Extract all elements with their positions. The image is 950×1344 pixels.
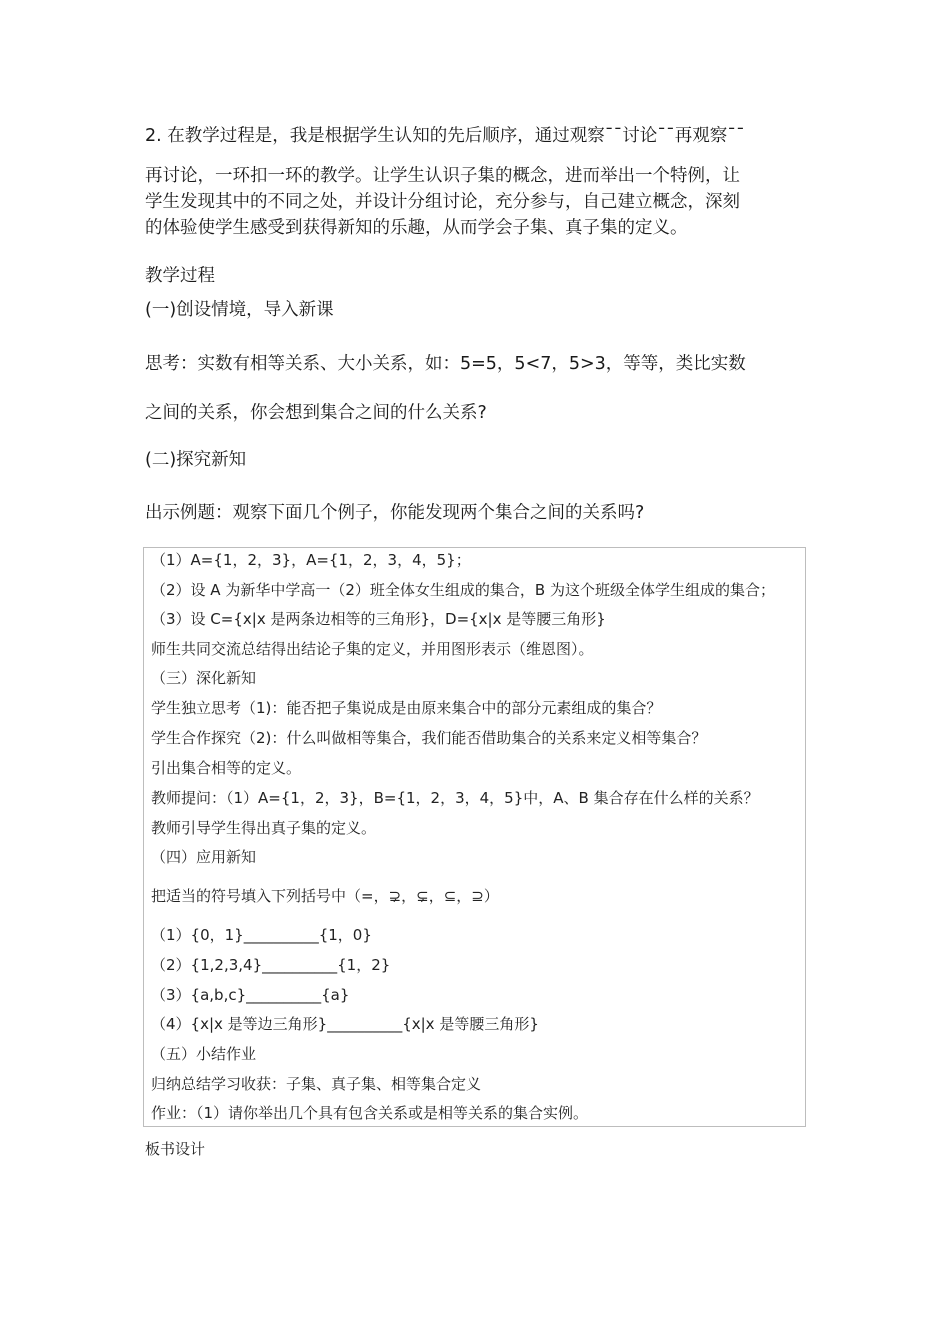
intro-line: 2. 在教学过程是，我是根据学生认知的先后顺序，通过观察¯¯讨论¯¯再观察¯¯ — [145, 126, 745, 146]
intro-paragraph — [145, 123, 805, 241]
section-heading: (一)创设情境，导入新课 — [145, 300, 334, 320]
box-line: （2）设 A 为新华中学高一（2）班全体女生组成的集合，B 为这个班级全体学生组成的集合； — [151, 581, 775, 599]
caption: 板书设计 — [145, 1140, 206, 1158]
box-line: （三）深化新知 — [151, 669, 257, 687]
box-line: （2）{1,2,3,4}__________{1，2} — [151, 956, 391, 974]
box-line: （3）设 C={x|x 是两条边相等的三角形}，D={x|x 是等腰三角形} — [151, 610, 606, 628]
box-line: 师生共同交流总结得出结论子集的定义，并用图形表示（维恩图）。 — [151, 640, 594, 658]
box-line: 学生独立思考（1)：能否把子集说成是由原来集合中的部分元素组成的集合？ — [151, 699, 662, 717]
process-title: 教学过程 — [145, 266, 215, 286]
box-line: （1）{0，1}__________{1，0} — [151, 926, 372, 944]
intro-line: 再讨论，一环扣一环的教学。让学生认识子集的概念，进而举出一个特例，让 — [145, 166, 740, 186]
section-heading: (二)探究新知 — [145, 450, 247, 470]
box-line: （4）{x|x 是等边三角形}__________{x|x 是等腰三角形} — [151, 1015, 539, 1033]
box-line: （3）{a,b,c}__________{a} — [151, 986, 350, 1004]
box-line: 教师引导学生得出真子集的定义。 — [151, 819, 377, 837]
box-line: 引出集合相等的定义。 — [151, 759, 302, 777]
box-line: 作业：（1）请你举出几个具有包含关系或是相等关系的集合实例。 — [151, 1104, 589, 1122]
think-line: 思考：实数有相等关系、大小关系，如：5=5，5<7，5>3，等等，类比实数 — [145, 354, 746, 374]
box-line: （1）A={1，2，3}，A={1，2，3，4，5}； — [151, 551, 471, 569]
box-line: 把适当的符号填入下列括号中（=，⊋，⊊，⊆，⊇） — [151, 887, 499, 905]
box-line: （五）小结作业 — [151, 1045, 257, 1063]
intro-line: 的体验使学生感受到获得新知的乐趣，从而学会子集、真子集的定义。 — [145, 218, 688, 238]
intro-line: 学生发现其中的不同之处，并设计分组讨论，充分参与，自己建立概念，深刻 — [145, 192, 740, 212]
box-line: 学生合作探究（2)：什么叫做相等集合，我们能否借助集合的关系来定义相等集合？ — [151, 729, 707, 747]
box-line: （四）应用新知 — [151, 848, 257, 866]
box-line: 归纳总结学习收获：子集、真子集、相等集合定义 — [151, 1075, 482, 1093]
embedded-image-block — [143, 547, 806, 1127]
think-line: 之间的关系，你会想到集合之间的什么关系? — [145, 403, 487, 423]
example-prompt: 出示例题：观察下面几个例子，你能发现两个集合之间的关系吗? — [145, 503, 645, 523]
box-line: 教师提问：（1）A={1，2，3}，B={1，2，3，4，5}中，A、B 集合存在什么样的关系？ — [151, 789, 759, 807]
